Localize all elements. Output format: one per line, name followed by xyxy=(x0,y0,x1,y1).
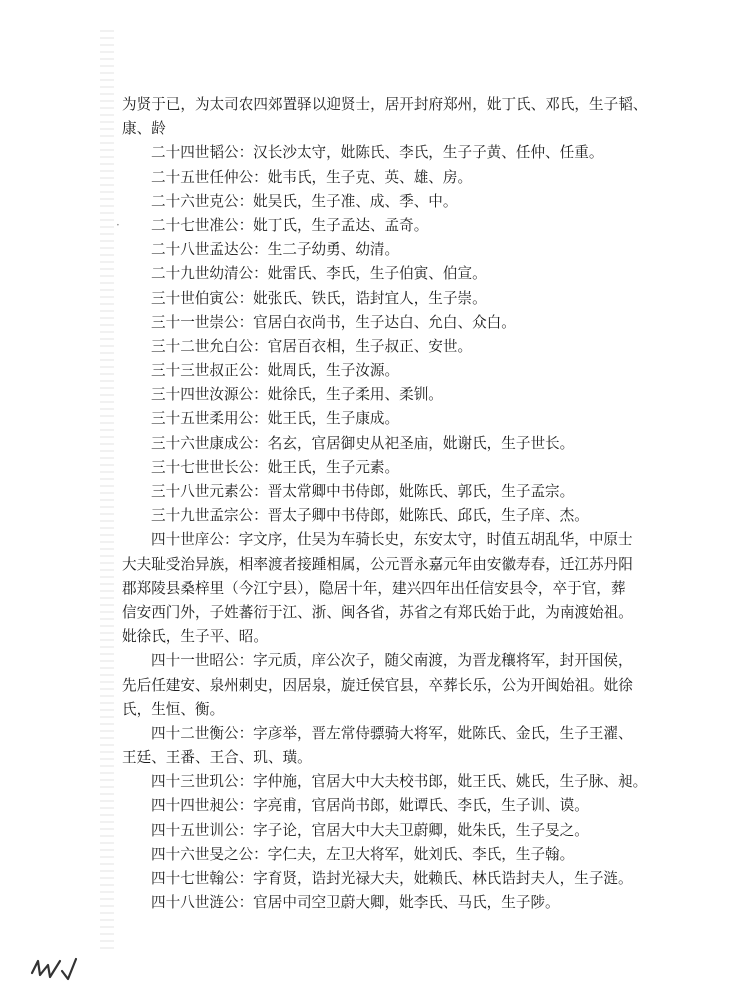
text-line: 二十四世韬公：汉长沙太守，妣陈氏、李氏，生子子黄、任仲、任重。 xyxy=(151,144,604,162)
text-line: 信安西门外，子姓蕃衍于江、浙、闽各省，苏省之有郑氏始于此，为南渡始祖。 xyxy=(122,603,633,621)
text-line: 三十世伯寅公：妣张氏、铁氏，诰封宜人，生子崇。 xyxy=(151,289,487,307)
text-line: 先后任建安、泉州刺史，因居泉，旋迁侯官县，卒葬长乐，公为开闽始祖。妣徐 xyxy=(122,676,633,694)
genealogy-text xyxy=(122,93,682,915)
text-line: 三十二世允白公：官居百衣相，生子叔正、安世。 xyxy=(151,337,473,355)
text-line: 二十八世孟达公：生二子幼勇、幼清。 xyxy=(151,241,400,259)
handwritten-page-number xyxy=(28,953,84,985)
text-line: 四十二世衡公：字彦举，晋左常侍骠骑大将军，妣陈氏、金氏，生子王濯、 xyxy=(151,724,633,742)
text-line: 妣徐氏，生子平、昭。 xyxy=(122,628,268,646)
text-line: 三十七世世长公：妣王氏，生子元素。 xyxy=(151,458,400,476)
text-line: 氏，生恒、衡。 xyxy=(122,700,225,718)
text-line: 四十六世旻之公：字仁夫，左卫大将军，妣刘氏、李氏，生子翰。 xyxy=(151,845,575,863)
text-line: 四十世庠公：字文序，仕吴为车骑长史，东安太守，时值五胡乱华，中原士 xyxy=(151,531,633,549)
text-line: 为贤于已，为太司农四郊置驿以迎贤士，居开封府郑州，妣丁氏、邓氏，生子韬、 xyxy=(122,96,648,113)
handwritten-mark-stroke xyxy=(32,959,76,979)
text-line: 四十四世昶公：字亮甫，官居尚书郎，妣谭氏、李氏，生子训、谟。 xyxy=(151,797,589,815)
text-line: 大夫耻受治异族，相率渡者接踵相属，公元晋永嘉元年由安徽寿春，迁江苏丹阳 xyxy=(122,555,633,573)
text-line: 三十四世汝源公：妣徐氏，生子柔用、柔钏。 xyxy=(151,386,443,404)
text-line: 郡郑陵县桑梓里（今江宁县），隐居十年，建兴四年出任信安县令，卒于官，葬 xyxy=(122,579,626,597)
text-line: 三十八世元素公：晋太常卿中书侍郎，妣陈氏、郭氏，生子孟宗。 xyxy=(151,483,575,500)
text-line: 三十九世孟宗公：晋太子卿中书侍郎，妣陈氏、邱氏，生子庠、杰。 xyxy=(151,507,589,525)
text-line: 康、龄 xyxy=(122,120,166,138)
text-line: 四十七世翰公：字育贤，诰封光禄大夫，妣赖氏、林氏诰封夫人，生子涟。 xyxy=(151,870,633,887)
margin-mark: · xyxy=(116,218,120,232)
text-line: 三十六世康成公：名玄，官居御史从祀圣庙，妣谢氏，生子世长。 xyxy=(151,434,575,452)
text-line: 四十八世涟公：官居中司空卫蔚大卿，妣李氏、马氏，生子陟。 xyxy=(151,894,560,912)
text-line: 三十五世柔用公：妣王氏，生子康成。 xyxy=(151,410,400,428)
text-line: 四十五世训公：字子论，官居大中大夫卫蔚卿，妣朱氏，生子旻之。 xyxy=(151,821,589,839)
text-line: 二十五世任仲公：妣韦氏，生子克、英、雄、房。 xyxy=(151,168,473,186)
text-line: 王廷、王番、王合、玑、璜。 xyxy=(122,749,312,767)
text-line: 三十一世崇公：官居白衣尚书，生子达白、允白、众白。 xyxy=(151,313,516,331)
text-line: 二十九世幼清公：妣雷氏、李氏，生子伯寅、伯宣。 xyxy=(151,265,487,283)
text-line: 二十六世克公：妣吴氏，生子准、成、季、中。 xyxy=(151,192,458,210)
scan-binding-edge xyxy=(100,30,114,950)
text-line: 四十三世玑公：字仲施，官居大中大夫校书郎，妣王氏、姚氏，生子脉、昶。 xyxy=(151,773,648,791)
text-line: 二十七世准公：妣丁氏，生子孟达、孟奇。 xyxy=(151,216,429,234)
text-line: 四十一世昭公：字元质，庠公次子，随父南渡，为晋龙穰将军，封开国侯， xyxy=(151,652,633,670)
text-line: 三十三世叔正公：妣周氏，生子汝源。 xyxy=(151,362,400,380)
